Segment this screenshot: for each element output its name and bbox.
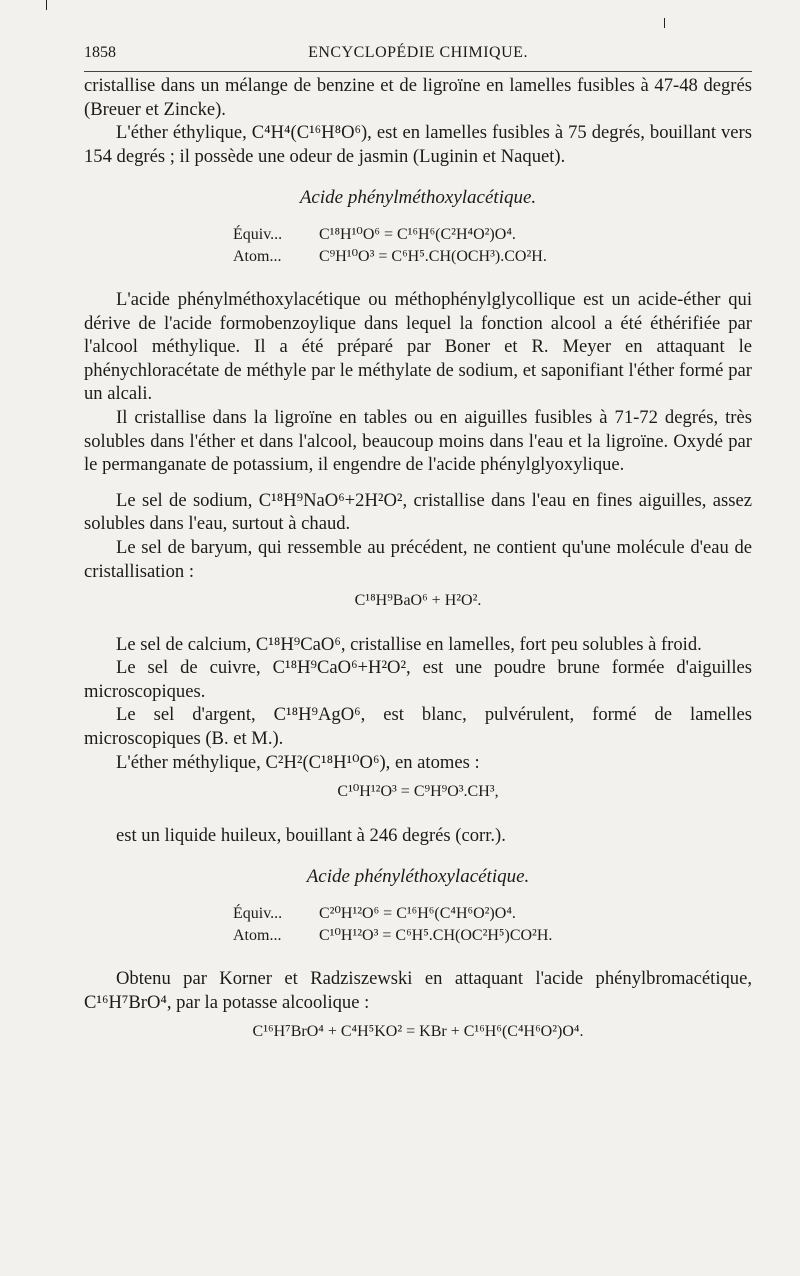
formula-label: Atom... [233,247,282,265]
formula-label: Équiv... [233,905,283,923]
formula-row [233,246,603,268]
paragraph: L'éther méthylique, C²H²(C¹⁸H¹⁰O⁶), en atomes : [116,751,480,773]
formula-label: Équiv... [233,225,283,243]
formula: C²⁰H¹²O⁶ = C¹⁶H⁶(C⁴H⁶O²)O⁴. [319,905,516,923]
paragraph: Il cristallise dans la ligroïne en tables ou en aiguilles fusibles à 71-72 degrés, très solubles dans l'éther et dans l'alcool, beaucoup moins dans l'eau et la ligroïne. Oxydé par le permanganate de potassium, il engendre de l'acide phénylglyoxylique. [84,406,752,476]
formula: C⁹H¹⁰O³ = C⁶H⁵.CH(OCH³).CO²H. [319,247,547,265]
formula-label: Atom... [233,927,282,945]
paragraph: Le sel d'argent, C¹⁸H⁹AgO⁶, est blanc, pulvérulent, formé de lamelles microscopiques (B. et M.). [84,704,752,750]
formula: C¹⁰H¹²O³ = C⁶H⁵.CH(OC²H⁵)CO²H. [319,927,553,945]
formula-row [233,925,603,947]
section-heading: Acide phényléthoxylacétique. [306,866,530,888]
page-number: 1858 [84,44,116,61]
header-rule [84,71,752,72]
paragraph: L'éther éthylique, C⁴H⁴(C¹⁶H⁸O⁶), est en lamelles fusibles à 75 degrés, bouillant vers 154 degrés ; il possède une odeur de jasmin (Luginin et Naquet). [84,122,752,167]
equation: C¹⁰H¹²O³ = C⁹H⁹O³.CH³, [337,783,499,801]
paragraph: Obtenu par Korner et Radziszewski en attaquant l'acide phénylbromacétique, C¹⁶H⁷BrO⁴, par la potasse alcoolique : [84,968,752,1013]
equation: C¹⁸H⁹BaO⁶ + H²O². [354,592,482,610]
paragraph: est un liquide huileux, bouillant à 246 degrés (corr.). [116,824,506,846]
running-title: ENCYCLOPÉDIE CHIMIQUE. [308,44,528,61]
formula-row [233,903,603,925]
paragraph: cristallise dans un mélange de benzine et de ligroïne en lamelles fusibles à 47-48 degrés (Breuer et Zincke). [84,75,752,120]
margin-mark [664,18,665,28]
paragraph: Le sel de sodium, C¹⁸H⁹NaO⁶+2H²O², cristallise dans l'eau en fines aiguilles, assez solubles dans l'eau, surtout à chaud. [84,489,752,535]
page-body [84,74,752,1064]
formula-row [233,224,603,246]
paragraph: Le sel de cuivre, C¹⁸H⁹CaO⁶+H²O², est une poudre brune formée d'aiguilles microscopiques. [84,657,752,702]
section-heading: Acide phénylméthoxylacétique. [299,187,537,209]
formula-block [233,903,603,947]
page-header [84,44,752,68]
equation: C¹⁶H⁷BrO⁴ + C⁴H⁵KO² = KBr + C¹⁶H⁶(C⁴H⁶O²)O⁴. [252,1023,584,1041]
formula: C¹⁸H¹⁰O⁶ = C¹⁶H⁶(C²H⁴O²)O⁴. [319,225,516,243]
paragraph: L'acide phénylméthoxylacétique ou méthophénylglycollique est un acide-éther qui dérive de l'acide formobenzoylique dans lequel la fonction alcool a été éthérifiée par l'alcool méthylique. Il a été préparé par Boner et R. Meyer en attaquant le phénychloracétate de méthyle par le méthylate de sodium, et saponifiant l'éther formé par un alcali. [84,288,752,405]
paragraph: Le sel de calcium, C¹⁸H⁹CaO⁶, cristallise en lamelles, fort peu solubles à froid. [116,633,702,655]
formula-block [233,224,603,268]
margin-mark [46,0,47,10]
paragraph: Le sel de baryum, qui ressemble au précédent, ne contient qu'une molécule d'eau de cristallisation : [84,536,752,582]
